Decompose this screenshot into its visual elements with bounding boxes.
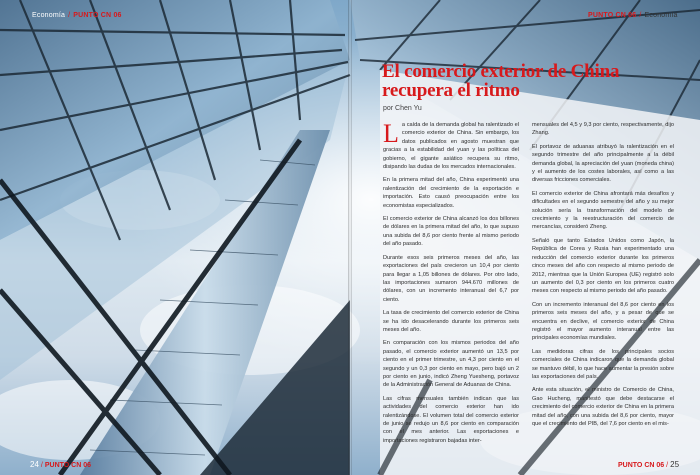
- paragraph: En la primera mitad del año, China experimentó una ralentización del crecimiento de la exportación e importación. Esto causó preocupación entre los economistas especializados.: [383, 177, 519, 209]
- page-number: 24: [30, 460, 39, 469]
- drop-cap: L: [383, 119, 399, 148]
- paragraph: Con un incremento interanual del 8,6 por ciento en los primeros seis meses del año, y a pesar de que se encuentra en declive, el comercio exterior de China registró el mayor aumento interanual entre las principales economías mundiales.: [532, 301, 674, 342]
- paragraph: La caída de la demanda global ha ralentizado el comercio exterior de China. Sin embargo, los datos publicados en agosto muestran que gracias a la estabilidad del yuan y las políticas del gobierno, el gigante asiático recupera su ritmo, disipando las dudas de los mercados internacionales.: [383, 119, 519, 171]
- magazine-name: PUNTO CN 06: [73, 12, 122, 19]
- magazine-name: PUNTO CN 06: [618, 462, 665, 469]
- paragraph: Las medidoras cifras de los principales socios comerciales de China indicaron que la demanda global se mantuvo débil, lo que hace aumentar la presión sobre las exportaciones del país.: [532, 348, 674, 380]
- article-column-2: [532, 121, 674, 433]
- paragraph: El portavoz de aduanas atribuyó la ralentización en el segundo trimestre del año principalmente a la débil demanda global, la apreciación del yuan (moneda china) y el aumento de los costes laborales, así como a las diversas fricciones comerciales.: [532, 143, 674, 184]
- paragraph: En comparación con los mismos periodos del año pasado, el comercio exterior aumentó un 13,5 por ciento en el primer trimestre, un 4,3 por ciento en el segundo y un 0,3 por ciento en mayo, pero bajó un 2 por ciento en junio, indicó Zheng Yuesheng, portavoz de la Administración General de Aduanas de China.: [383, 340, 519, 389]
- magazine-name: PUNTO CN 06: [588, 12, 637, 19]
- article-byline: por Chen Yu: [383, 105, 422, 112]
- paragraph: El comercio exterior de China alcanzó los dos billones de dólares en la primera mitad del año, lo que supuso una subida del 8,6 por ciento frente al mismo periodo del año pasado.: [383, 216, 519, 248]
- spine-gutter: [348, 0, 352, 475]
- folio-left: 24 / PUNTO CN 06: [30, 460, 92, 469]
- magazine-name: PUNTO CN 06: [44, 462, 92, 469]
- paragraph: El comercio exterior de China afrontará más desafíos y dificultades en el segundo semestre del año y su mejor solución sería la transformación del modelo de crecimiento y la reestructuración del comercio de mercancías, consideró Zheng.: [532, 190, 674, 231]
- paragraph: Señaló que tanto Estados Unidos como Japón, la República de Corea y Rusia han experimentado una reducción del comercio exterior durante los primeros cinco meses del año con respecto al mismo periodo de 2012, mientras que la Unión Europea (UE) registró solo un aumento del 0,3 por ciento en los primeros cuatro meses con respecto al mismo periodo del año pasado.: [532, 237, 674, 295]
- paragraph: Durante esos seis primeros meses del año, las exportaciones del país crecieron un 10,4 por ciento para llegar a 1,05 billones de dólares. Por otro lado, las importaciones sumaron 944.670 millones de dólares, con un incremento interanual del 6,7 por ciento.: [383, 254, 519, 303]
- article-title: El comercio exterior de China recupera el ritmo: [382, 61, 620, 101]
- paragraph: Ante esta situación, el ministro de Comercio de China, Gao Hucheng, manifestó que debe destacarse el crecimiento del comercio exterior de China en la primera mitad del año, con una subida del 8,6 por ciento, mayor que el crecimiento del PIB, del 7,6 por ciento en el mis-: [532, 387, 674, 427]
- section-name: Economía: [644, 12, 678, 19]
- folio-right: PUNTO CN 06 / 25: [618, 460, 680, 469]
- article-column-1: [383, 121, 519, 450]
- paragraph: Las cifras mensuales también indican que las actividades del comercio exterior han ido ralentizándose. El volumen total del comercio exterior de junio se redujo un 8,6 por ciento en comparación con el mes anterior. Las exportaciones e importaciones registraron bajadas inter-: [383, 395, 519, 444]
- section-name: Economía: [32, 12, 66, 19]
- paragraph: mensuales del 4,5 y 9,3 por ciento, respectivamente, dijo Zhang.: [532, 122, 674, 137]
- running-header-left: Economía / PUNTO CN 06: [32, 12, 122, 19]
- running-header-right: PUNTO CN 06 / Economía: [588, 12, 678, 19]
- paragraph: La tasa de crecimiento del comercio exterior de China se ha ido desacelerando durante los primeros seis meses del año.: [383, 310, 519, 333]
- page-number: 25: [670, 460, 680, 469]
